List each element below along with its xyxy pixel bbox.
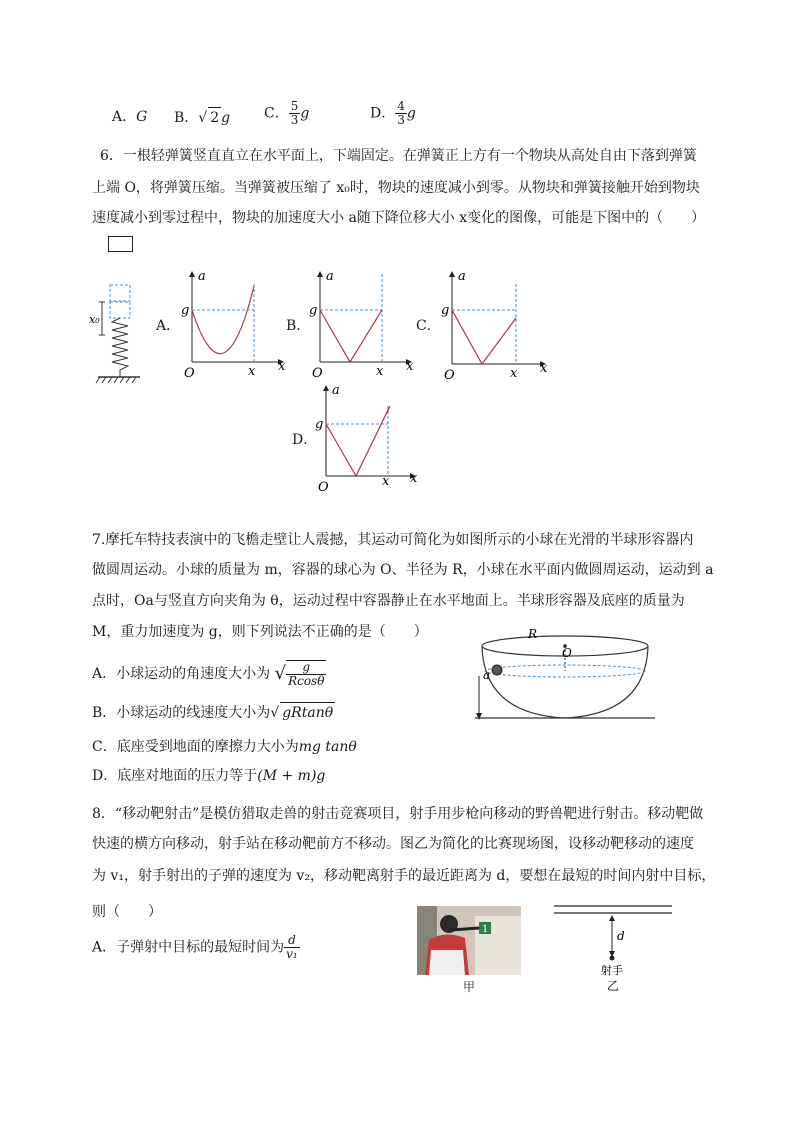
- q8-line-4: 则（ ）: [92, 904, 162, 920]
- fraction-den: 3: [397, 113, 405, 127]
- photo-drawing: [417, 906, 521, 975]
- label-x-tick: x: [510, 366, 518, 380]
- q6-option-a-label: A．: [156, 318, 181, 334]
- ball: [492, 665, 502, 675]
- axis-label-a: a: [458, 269, 466, 284]
- axis-label-a: a: [332, 383, 340, 398]
- q6-option-d-label: D．: [292, 432, 318, 448]
- q7-option-d: [92, 766, 325, 786]
- fraction-num: g: [286, 661, 326, 675]
- graph-b: [308, 268, 418, 380]
- option-text: C．底座受到地面的摩擦力大小为: [92, 739, 299, 755]
- q7-option-b: B．小球运动的线速度大小为√ gRtanθ: [92, 702, 335, 723]
- q5-option-d: [370, 100, 416, 127]
- option-text: D．底座对地面的压力等于: [92, 768, 258, 784]
- q8-line-1: 8．“移动靶射击”是模仿猎取走兽的射击竞赛项目，射手用步枪向移动的野兽靶进行射击。移动靶做: [92, 806, 704, 822]
- block-lower: [110, 302, 130, 318]
- q7-option-a: A．小球运动的角速度大小为 √ $\frac{g}{Rcos\theta}$: [92, 660, 325, 688]
- spring-coil: [112, 318, 128, 377]
- label-a: a: [483, 668, 491, 682]
- fraction-num: d: [284, 934, 300, 948]
- q8-a-fraction: [284, 934, 300, 961]
- option-text: A．子弹射中目标的最短时间为: [92, 939, 285, 956]
- option-expr: (M + m)g: [257, 768, 326, 784]
- caption-jia: 甲: [463, 980, 476, 994]
- option-text: B．小球运动的线速度大小为: [92, 705, 271, 721]
- q8-option-a: [92, 934, 300, 961]
- axis-label-a: a: [326, 269, 334, 284]
- label-x-tick: x: [382, 474, 390, 489]
- q8-line-3: 为 v₁，射手射出的子弹的速度为 v₂，移动靶离射手的最近距离为 d，要想在最短的时间内射中目标，: [92, 868, 716, 884]
- q5-option-fraction: [395, 100, 407, 127]
- axis-label-a: a: [198, 269, 206, 284]
- label-x-tick: x: [376, 364, 384, 379]
- answer-box: [108, 236, 133, 252]
- q5-option-letter: C．: [264, 105, 289, 122]
- label-origin: O: [184, 366, 195, 380]
- q7-line-3: 点时，Oa与竖直方向夹角为 θ，运动过程中容器静止在水平地面上。半球形容器及底座的质量为: [92, 593, 685, 609]
- graph-c: [440, 268, 555, 380]
- shooting-diagram: [550, 900, 676, 996]
- q7-a-fraction: [286, 661, 326, 688]
- q5-option-c: [264, 100, 309, 127]
- label-O: O: [562, 646, 572, 660]
- q5-option-suffix: g: [300, 105, 310, 122]
- fraction-den: Rcosθ: [288, 674, 325, 688]
- axis-label-x: x: [406, 359, 414, 374]
- axis-label-x: x: [540, 361, 548, 376]
- option-expr: gRtanθ: [280, 702, 335, 723]
- q5-option-suffix: g: [406, 105, 416, 122]
- option-expr: mg tanθ: [298, 739, 357, 755]
- curve: [452, 310, 516, 364]
- q7-line-4: M，重力加速度为 g，则下列说法不正确的是（ ）: [92, 624, 428, 640]
- q5-option-letter: A．: [112, 109, 137, 125]
- option-text: A．小球运动的角速度大小为: [92, 666, 271, 682]
- curve: [320, 310, 382, 362]
- label-g: g: [181, 303, 190, 318]
- caption-yi: 乙: [607, 979, 620, 993]
- q7-option-c: [92, 737, 357, 757]
- q6-option-c-label: C．: [416, 318, 441, 334]
- fraction-num: 5: [290, 99, 299, 113]
- q6-option-b-label: B．: [286, 318, 311, 334]
- q6-line-3: 速度减小到零过程中，物块的加速度大小 a随下降位移大小 x变化的图像，可能是下图中的（ ）: [92, 210, 706, 226]
- graph-d: [314, 382, 424, 494]
- q5-option-fraction: [289, 100, 301, 127]
- q5-option-b: B．√ 2 g: [174, 107, 230, 128]
- q5-option-letter: D．: [370, 105, 396, 122]
- fraction-den: v₁: [286, 947, 298, 961]
- label-origin: O: [312, 366, 323, 380]
- q5-option-value: 2: [208, 107, 221, 128]
- fraction-num: 4: [397, 99, 405, 113]
- label-shooter: 射手: [601, 964, 623, 977]
- q5-option-letter: B．: [174, 110, 199, 126]
- curve: [192, 286, 254, 354]
- ground-hatch: [96, 377, 136, 383]
- shooter-photo: [417, 906, 521, 975]
- curve: [326, 406, 390, 476]
- q8-line-2: 快速的横方向移动，射手站在移动靶前方不移动。图乙为简化的比赛现场图，设移动靶移动的速度: [92, 836, 694, 852]
- graph-a: [180, 268, 290, 380]
- label-origin: O: [444, 368, 455, 380]
- label-g: g: [309, 303, 318, 318]
- spring-figure: [88, 280, 148, 390]
- q5-option-value: G: [136, 109, 148, 125]
- block-upper: [110, 285, 130, 301]
- shooter-point: [610, 956, 615, 961]
- label-x-tick: x: [248, 364, 256, 379]
- label-origin: O: [318, 480, 329, 494]
- axis-label-x: x: [278, 359, 286, 374]
- x0-label: x₀: [89, 313, 100, 326]
- bowl-figure: [470, 624, 660, 724]
- q7-line-1: 7.摩托车特技表演中的飞檐走壁让人震撼，其运动可简化为如图所示的小球在光滑的半球形容器内: [92, 532, 694, 548]
- q6-line-1: 6．一根轻弹簧竖直直立在水平面上，下端固定。在弹簧正上方有一个物块从高处自由下落到弹簧: [100, 148, 697, 164]
- label-d: d: [617, 929, 625, 943]
- label-g: g: [315, 417, 324, 432]
- axis-label-x: x: [410, 471, 418, 486]
- fraction-den: 3: [290, 113, 299, 127]
- label-R: R: [528, 627, 538, 641]
- q5-option-a: [112, 107, 147, 127]
- q5-option-suffix: g: [221, 110, 231, 126]
- q6-line-2: 上端 O，将弹簧压缩。当弹簧被压缩了 x₀时，物块的速度减小到零。从物块和弹簧接触开始到物块: [92, 180, 700, 196]
- q7-line-2: 做圆周运动。小球的质量为 m，容器的球心为 O、半径为 R，小球在水平面内做圆周运动，运动到 a: [92, 562, 714, 578]
- label-g: g: [441, 303, 450, 318]
- photo-number: 1: [482, 924, 489, 935]
